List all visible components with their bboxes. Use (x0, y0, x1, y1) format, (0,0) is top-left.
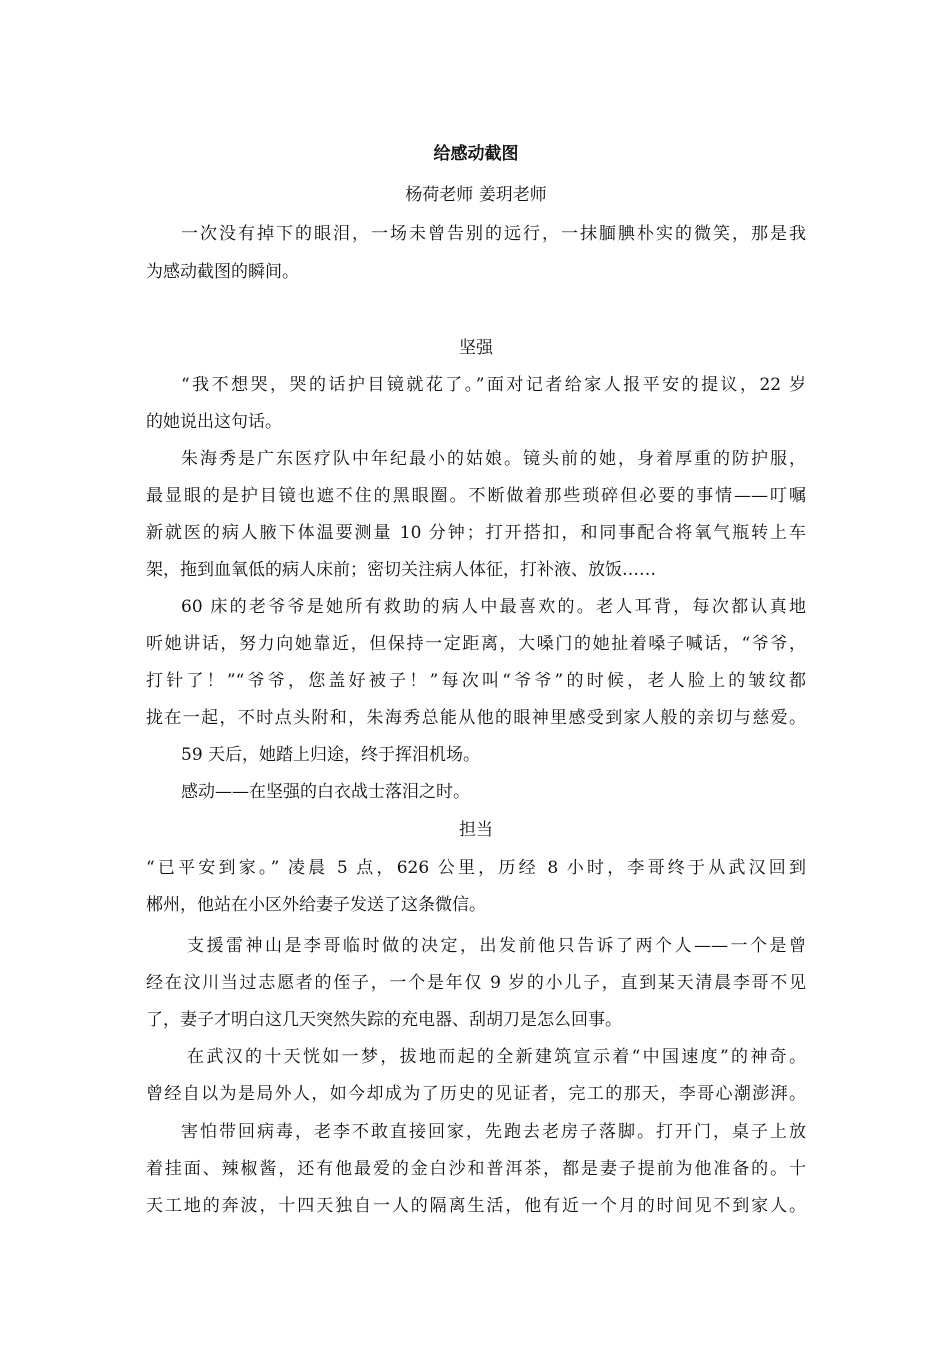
intro-line: 为感动截图的瞬间。 (146, 262, 299, 282)
paragraph-line: 拢在一起，不时点头附和，朱海秀总能从他的眼神里感受到家人般的亲切与慈爱。 (146, 708, 806, 728)
paragraph-line: 打针了！”“爷爷，您盖好被子！”每次叫“爷爷”的时候，老人脸上的皱纹都 (146, 671, 806, 691)
paragraph-line: 新就医的病人腋下体温要测量 10 分钟；打开搭扣，和同事配合将氧气瓶转上车 (146, 523, 806, 543)
paragraph-line: 害怕带回病毒，老李不敢直接回家，先跑去老房子落脚。打开门，桌子上放 (181, 1122, 806, 1142)
paragraph-line: 在武汉的十天恍如一梦，拔地而起的全新建筑宣示着“中国速度”的神奇。 (187, 1047, 806, 1067)
paragraph-line: 最显眼的是护目镜也遮不住的黑眼圈。不断做着那些琐碎但必要的事情——叮嘱 (146, 486, 806, 506)
paragraph-line: 曾经自以为是局外人，如今却成为了历史的见证者，完工的那天，李哥心潮澎湃。 (146, 1084, 806, 1104)
paragraph-line: 着挂面、辣椒酱，还有他最爱的金白沙和普洱茶，都是妻子提前为他准备的。十 (146, 1159, 806, 1179)
paragraph-line: “已平安到家。” 凌晨 5 点，626 公里，历经 8 小时，李哥终于从武汉回到 (146, 858, 806, 878)
section-heading: 坚强 (459, 338, 493, 358)
document-authors: 杨荷老师 姜玥老师 (405, 185, 547, 205)
paragraph-line: 经在汶川当过志愿者的侄子，一个是年仅 9 岁的小儿子，直到某天清晨李哥不见 (146, 973, 806, 993)
document-title: 给感动截图 (433, 144, 519, 164)
paragraph-line: 的她说出这句话。 (146, 412, 282, 432)
paragraph-line: 郴州，他站在小区外给妻子发送了这条微信。 (146, 895, 486, 915)
paragraph-line: 听她讲话，努力向她靠近，但保持一定距离，大嗓门的她扯着嗓子喊话，“爷爷， (146, 634, 806, 654)
paragraph-line: 感动——在坚强的白衣战士落泪之时。 (181, 782, 470, 802)
paragraph-line: “我不想哭，哭的话护目镜就花了。”面对记者给家人报平安的提议，22 岁 (181, 375, 806, 395)
paragraph-line: 天工地的奔波，十四天独自一人的隔离生活，他有近一个月的时间见不到家人。 (146, 1196, 806, 1216)
paragraph-line: 59 天后，她踏上归途，终于挥泪机场。 (181, 745, 481, 765)
paragraph-line: 了，妻子才明白这几天突然失踪的充电器、刮胡刀是怎么回事。 (146, 1010, 622, 1030)
intro-line: 一次没有掉下的眼泪，一场未曾告别的远行，一抹腼腆朴实的微笑，那是我 (181, 224, 806, 244)
paragraph-line: 支援雷神山是李哥临时做的决定，出发前他只告诉了两个人——一个是曾 (187, 936, 806, 956)
section-heading: 担当 (459, 820, 493, 840)
paragraph-line: 60 床的老爷爷是她所有救助的病人中最喜欢的。老人耳背，每次都认真地 (181, 597, 806, 617)
paragraph-line: 朱海秀是广东医疗队中年纪最小的姑娘。镜头前的她，身着厚重的防护服， (181, 449, 806, 469)
paragraph-line: 架，拖到血氧低的病人床前；密切关注病人体征，打补液、放饭…… (146, 560, 656, 580)
